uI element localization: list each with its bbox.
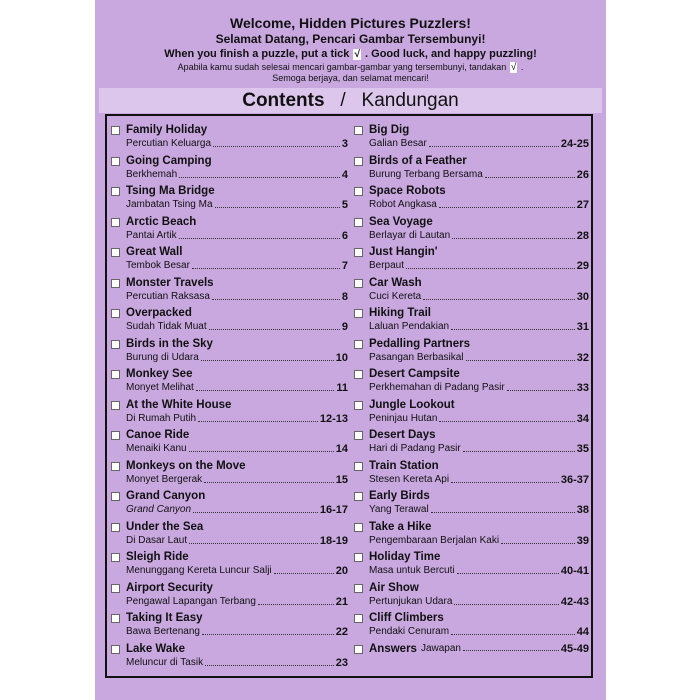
- entry-title: Monster Travels: [126, 276, 214, 289]
- entry-subtitle: Pertunjukan Udara: [369, 595, 453, 607]
- dot-leader: [204, 482, 334, 483]
- instruction-en: [95, 47, 606, 62]
- dot-leader: [501, 543, 575, 544]
- entry-subtitle: Monyet Melihat: [126, 382, 194, 393]
- contents-entry: [357, 305, 587, 336]
- entry-subtitle: Yang Terawal: [369, 504, 429, 515]
- dot-leader: [431, 512, 575, 513]
- dot-leader: [451, 329, 575, 330]
- entry-detail-row: [126, 138, 348, 150]
- entry-subtitle: Robot Angkasa: [369, 199, 437, 210]
- dot-leader: [205, 665, 334, 666]
- entry-page-number: 8: [341, 290, 348, 303]
- entry-page-number: 4: [341, 168, 348, 181]
- tick-checkbox[interactable]: [354, 370, 363, 379]
- entry-title: Take a Hike: [369, 520, 432, 533]
- tick-checkbox[interactable]: [111, 523, 120, 532]
- dot-leader: [202, 634, 334, 635]
- tick-checkbox[interactable]: [111, 431, 120, 440]
- entry-detail-row: [126, 565, 348, 577]
- tick-checkbox[interactable]: [354, 614, 363, 623]
- entry-page-number: 27: [576, 199, 589, 211]
- entry-detail-row: [369, 474, 589, 486]
- entry-detail-row: [369, 260, 589, 272]
- entry-subtitle: Burung Terbang Bersama: [369, 168, 483, 180]
- entry-page-number: 26: [576, 168, 589, 181]
- entry-page-number: 5: [341, 199, 348, 211]
- contents-entry: [114, 214, 348, 245]
- contents-title-en: Contents: [242, 90, 325, 111]
- entry-title: Desert Campsite: [369, 368, 460, 380]
- tick-checkbox[interactable]: [354, 645, 363, 654]
- contents-entry: [114, 397, 348, 428]
- entry-subtitle: Pendaki Cenuram: [369, 626, 450, 637]
- entry-detail-row: [126, 321, 348, 333]
- dot-leader: [189, 543, 318, 544]
- dot-leader: [193, 512, 318, 513]
- entry-page-number: 39: [576, 534, 589, 547]
- entry-title: Holiday Time: [369, 551, 441, 563]
- dot-leader: [258, 604, 334, 605]
- contents-entry: [114, 153, 348, 184]
- dot-leader: [179, 177, 340, 178]
- dot-leader: [189, 451, 334, 452]
- contents-entry: [114, 305, 348, 336]
- entry-title: Tsing Ma Bridge: [126, 185, 215, 197]
- tick-checkbox[interactable]: [354, 523, 363, 532]
- dot-leader: [452, 238, 575, 239]
- dot-leader: [406, 268, 575, 269]
- tick-checkbox[interactable]: [111, 645, 120, 654]
- entry-page-number: 31: [576, 321, 589, 333]
- entry-page-number: 10: [335, 351, 348, 364]
- dot-leader: [423, 299, 575, 300]
- greeting-ms: Semoga berjaya, dan selamat mencari!: [272, 73, 429, 83]
- entry-subtitle: Masa untuk Bercuti: [369, 565, 455, 576]
- dot-leader: [209, 329, 340, 330]
- contents-entry: [114, 183, 348, 214]
- entry-detail-row: [369, 504, 589, 516]
- entry-page-number: 7: [341, 260, 348, 272]
- entry-page-number: 24-25: [560, 138, 589, 150]
- entry-subtitle: Burung di Udara: [126, 351, 199, 363]
- tick-checkbox[interactable]: [354, 187, 363, 196]
- instruction-ms-end: .: [520, 62, 524, 72]
- entry-title: Train Station: [369, 459, 439, 472]
- entry-detail-row: [369, 626, 589, 638]
- tick-checkbox[interactable]: [354, 401, 363, 410]
- tick-checkbox[interactable]: [111, 309, 120, 318]
- dot-leader: [196, 390, 335, 391]
- tick-checkbox[interactable]: [111, 462, 120, 471]
- entry-subtitle: Berlayar di Lautan: [369, 229, 451, 241]
- entry-page-number: 3: [341, 138, 348, 150]
- tick-checkbox[interactable]: [111, 218, 120, 227]
- contents-entry: [357, 580, 587, 611]
- entry-detail-row: [369, 321, 589, 333]
- entry-page-number: 20: [335, 565, 348, 577]
- entry-title: Just Hangin': [369, 246, 438, 258]
- tick-checkbox[interactable]: [354, 492, 363, 501]
- answers-page-number: 45-49: [560, 642, 589, 655]
- entry-page-number: 40-41: [560, 565, 589, 577]
- tick-checkbox[interactable]: [111, 492, 120, 501]
- instruction-en-start: When you finish a puzzle, put a tick: [164, 48, 350, 60]
- contents-entry: [114, 122, 348, 153]
- entry-detail-row: [369, 443, 589, 455]
- dot-leader: [274, 573, 334, 574]
- entry-subtitle: Tembok Besar: [126, 260, 190, 271]
- entry-title: Big Dig: [369, 124, 410, 136]
- contents-entry: [114, 336, 348, 367]
- tick-icon: √: [510, 62, 517, 73]
- entry-page-number: 15: [335, 473, 348, 486]
- dot-leader: [485, 177, 575, 178]
- entry-detail-row: [369, 382, 589, 394]
- entry-subtitle: Di Dasar Laut: [126, 534, 188, 546]
- entry-detail-row: [126, 413, 348, 425]
- entry-subtitle: Berpaut: [369, 260, 405, 271]
- contents-entry: [357, 427, 587, 458]
- entry-subtitle: Menunggang Kereta Luncur Salji: [126, 565, 272, 576]
- entry-subtitle: Percutian Raksasa: [126, 290, 210, 302]
- entry-detail-row: [369, 169, 589, 181]
- dot-leader: [439, 207, 575, 208]
- tick-checkbox[interactable]: [354, 462, 363, 471]
- tick-checkbox[interactable]: [111, 248, 120, 257]
- entry-subtitle: Galian Besar: [369, 138, 427, 149]
- tick-checkbox[interactable]: [111, 157, 120, 166]
- tick-checkbox[interactable]: [354, 553, 363, 562]
- entry-page-number: 32: [576, 351, 589, 364]
- entry-detail-row: [126, 199, 348, 211]
- dot-leader: [198, 421, 318, 422]
- contents-entry: [114, 366, 348, 397]
- entry-subtitle: Pengawal Lapangan Terbang: [126, 595, 256, 607]
- entry-title: Going Camping: [126, 154, 212, 167]
- entry-title: Car Wash: [369, 276, 422, 289]
- entry-subtitle: Perkhemahan di Padang Pasir: [369, 382, 505, 393]
- dot-leader: [466, 360, 575, 361]
- contents-entry: [114, 580, 348, 611]
- dot-leader: [457, 573, 559, 574]
- entry-detail-row: [369, 596, 589, 608]
- tick-checkbox[interactable]: [354, 309, 363, 318]
- tick-checkbox[interactable]: [354, 218, 363, 227]
- entry-subtitle: Stesen Kereta Api: [369, 473, 450, 485]
- entry-subtitle: Pengembaraan Berjalan Kaki: [369, 534, 500, 546]
- entry-subtitle: Menaiki Kanu: [126, 443, 187, 454]
- entry-subtitle: Pantai Artik: [126, 229, 177, 241]
- entry-subtitle: Meluncur di Tasik: [126, 656, 204, 668]
- entry-title: Monkey See: [126, 368, 193, 380]
- entry-detail-row: [126, 169, 348, 181]
- entry-detail-row: [126, 657, 348, 669]
- contents-entry: [357, 336, 587, 367]
- contents-entry: [357, 153, 587, 184]
- entry-title: Birds of a Feather: [369, 154, 467, 167]
- entry-page-number: 33: [576, 382, 589, 394]
- contents-entry: [357, 549, 587, 580]
- entry-title: Space Robots: [369, 185, 446, 197]
- entry-title: Airport Security: [126, 581, 213, 594]
- dot-leader: [451, 634, 575, 635]
- dot-leader: [429, 146, 559, 147]
- entry-subtitle: Pasangan Berbasikal: [369, 351, 464, 363]
- entry-page-number: 42-43: [560, 595, 589, 608]
- contents-separator: /: [340, 90, 346, 111]
- entry-page-number: 28: [576, 229, 589, 242]
- contents-column-left: [114, 122, 348, 671]
- entry-title: Lake Wake: [126, 642, 186, 655]
- entry-page-number: 29: [576, 260, 589, 272]
- entry-title: Birds in the Sky: [126, 337, 213, 350]
- entry-page-number: 14: [335, 443, 348, 455]
- answers-entry: [357, 641, 587, 671]
- tick-checkbox[interactable]: [111, 340, 120, 349]
- dot-leader: [507, 390, 575, 391]
- contents-entry: [114, 549, 348, 580]
- entry-detail-row: [126, 443, 348, 455]
- contents-entry: [357, 519, 587, 550]
- entry-title: Sleigh Ride: [126, 551, 189, 563]
- tick-checkbox[interactable]: [354, 157, 363, 166]
- entry-detail-row: [369, 230, 589, 242]
- entry-subtitle: Hari di Padang Pasir: [369, 443, 461, 454]
- welcome-title: Welcome, Hidden Pictures Puzzlers!: [230, 15, 471, 31]
- entry-detail-row: [369, 138, 589, 150]
- entry-subtitle: Sudah Tidak Muat: [126, 321, 207, 332]
- entry-title: Grand Canyon: [126, 490, 206, 502]
- entry-detail-row: [126, 504, 348, 516]
- entry-title: Desert Days: [369, 429, 436, 441]
- entry-detail-row: [126, 382, 348, 394]
- welcome-subtitle: Selamat Datang, Pencari Gambar Tersembunyi!: [215, 32, 486, 46]
- answers-row: [369, 642, 589, 656]
- dot-leader: [439, 421, 574, 422]
- entry-page-number: 35: [576, 443, 589, 455]
- entry-page-number: 16-17: [319, 504, 348, 516]
- entry-page-number: 22: [335, 626, 348, 638]
- entry-page-number: 18-19: [319, 534, 348, 547]
- instruction-en-end: . Good luck, and happy puzzling!: [365, 48, 537, 60]
- tick-icon: √: [354, 49, 360, 60]
- instruction-ms-start: Apabila kamu sudah selesai mencari gambar-gambar yang tersembunyi, tandakan: [177, 62, 507, 72]
- entry-detail-row: [369, 352, 589, 364]
- entry-title: Arctic Beach: [126, 215, 197, 228]
- tick-checkbox[interactable]: [354, 340, 363, 349]
- contents-entry: [357, 244, 587, 275]
- tick-checkbox[interactable]: [111, 187, 120, 196]
- entry-detail-row: [126, 291, 348, 303]
- entry-title: Monkeys on the Move: [126, 459, 246, 472]
- contents-entry: [357, 366, 587, 397]
- tick-checkbox[interactable]: [111, 553, 120, 562]
- tick-checkbox[interactable]: [111, 401, 120, 410]
- tick-checkbox[interactable]: [354, 279, 363, 288]
- contents-entry: [357, 397, 587, 428]
- tick-checkbox[interactable]: [354, 126, 363, 135]
- dot-leader: [192, 268, 340, 269]
- entry-subtitle: Peninjau Hutan: [369, 412, 438, 424]
- tick-checkbox[interactable]: [111, 584, 120, 593]
- tick-checkbox[interactable]: [111, 614, 120, 623]
- entry-detail-row: [369, 199, 589, 211]
- entry-title: Family Holiday: [126, 124, 208, 136]
- entry-title: Taking It Easy: [126, 612, 203, 624]
- entry-page-number: 30: [576, 290, 589, 303]
- contents-entry: [114, 458, 348, 489]
- contents-entry: [357, 183, 587, 214]
- entry-detail-row: [369, 413, 589, 425]
- entry-subtitle: Di Rumah Putih: [126, 412, 197, 424]
- dot-leader: [454, 604, 558, 605]
- entry-title: Air Show: [369, 581, 419, 594]
- contents-heading: [242, 90, 459, 111]
- entry-subtitle: Berkhemah: [126, 168, 178, 180]
- entry-page-number: 34: [576, 412, 589, 425]
- entry-page-number: 9: [341, 321, 348, 333]
- instruction-ms: [95, 62, 606, 73]
- entry-page-number: 38: [576, 504, 589, 516]
- entry-detail-row: [369, 535, 589, 547]
- entry-subtitle: Bawa Bertenang: [126, 626, 200, 637]
- dot-leader: [201, 360, 334, 361]
- contents-entry: [357, 275, 587, 306]
- dot-leader: [212, 299, 340, 300]
- tick-checkbox[interactable]: [111, 126, 120, 135]
- contents-entry: [357, 458, 587, 489]
- tick-checkbox[interactable]: [111, 370, 120, 379]
- entry-detail-row: [126, 230, 348, 242]
- entry-subtitle: Jambatan Tsing Ma: [126, 199, 213, 210]
- contents-entry: [357, 610, 587, 641]
- dot-leader: [213, 146, 340, 147]
- entry-page-number: 23: [335, 656, 348, 669]
- entry-detail-row: [369, 291, 589, 303]
- entry-title: Canoe Ride: [126, 429, 190, 441]
- contents-entry: [114, 610, 348, 641]
- contents-entry: [114, 275, 348, 306]
- welcome-header: [95, 14, 606, 84]
- entry-detail-row: [126, 535, 348, 547]
- entry-detail-row: [126, 474, 348, 486]
- entry-detail-row: [369, 565, 589, 577]
- entry-subtitle: Grand Canyon: [126, 504, 192, 515]
- contents-entry: [357, 214, 587, 245]
- entry-subtitle: Monyet Bergerak: [126, 473, 203, 485]
- contents-entry: [114, 519, 348, 550]
- contents-entry: [357, 122, 587, 153]
- contents-entry: [114, 641, 348, 672]
- entry-detail-row: [126, 626, 348, 638]
- entry-detail-row: [126, 596, 348, 608]
- tick-checkbox[interactable]: [111, 279, 120, 288]
- dot-leader: [215, 207, 340, 208]
- entry-title: Pedalling Partners: [369, 337, 470, 350]
- contents-entry: [114, 427, 348, 458]
- tick-checkbox[interactable]: [354, 431, 363, 440]
- entry-page-number: 21: [335, 595, 348, 608]
- entry-title: Sea Voyage: [369, 215, 433, 228]
- contents-heading-bar: [99, 88, 602, 113]
- dot-leader: [463, 451, 575, 452]
- contents-entry: [357, 488, 587, 519]
- answers-title: Answers: [369, 642, 417, 655]
- entry-title: Under the Sea: [126, 520, 204, 533]
- contents-entry: [114, 244, 348, 275]
- contents-title-ms: Kandungan: [361, 90, 459, 111]
- entry-page-number: 11: [336, 382, 348, 394]
- entry-subtitle: Cuci Kereta: [369, 290, 422, 302]
- entry-subtitle: Laluan Pendakian: [369, 321, 450, 332]
- entry-title: At the White House: [126, 398, 232, 411]
- entry-title: Great Wall: [126, 246, 183, 258]
- entry-page-number: 44: [576, 626, 589, 638]
- entry-title: Overpacked: [126, 307, 192, 319]
- entry-title: Jungle Lookout: [369, 398, 455, 411]
- entry-title: Hiking Trail: [369, 307, 431, 319]
- entry-detail-row: [126, 352, 348, 364]
- entry-subtitle: Percutian Keluarga: [126, 138, 212, 149]
- entry-page-number: 6: [341, 229, 348, 242]
- entry-title: Early Birds: [369, 490, 430, 502]
- entry-page-number: 12-13: [319, 412, 348, 425]
- entry-page-number: 36-37: [560, 473, 589, 486]
- contents-entry: [114, 488, 348, 519]
- dot-leader: [179, 238, 340, 239]
- tick-checkbox[interactable]: [354, 584, 363, 593]
- entry-detail-row: [126, 260, 348, 272]
- entry-title: Cliff Climbers: [369, 612, 444, 624]
- tick-checkbox[interactable]: [354, 248, 363, 257]
- dot-leader: [463, 650, 559, 651]
- contents-column-right: [357, 122, 587, 671]
- dot-leader: [451, 482, 559, 483]
- answers-subtitle: Jawapan: [420, 642, 461, 654]
